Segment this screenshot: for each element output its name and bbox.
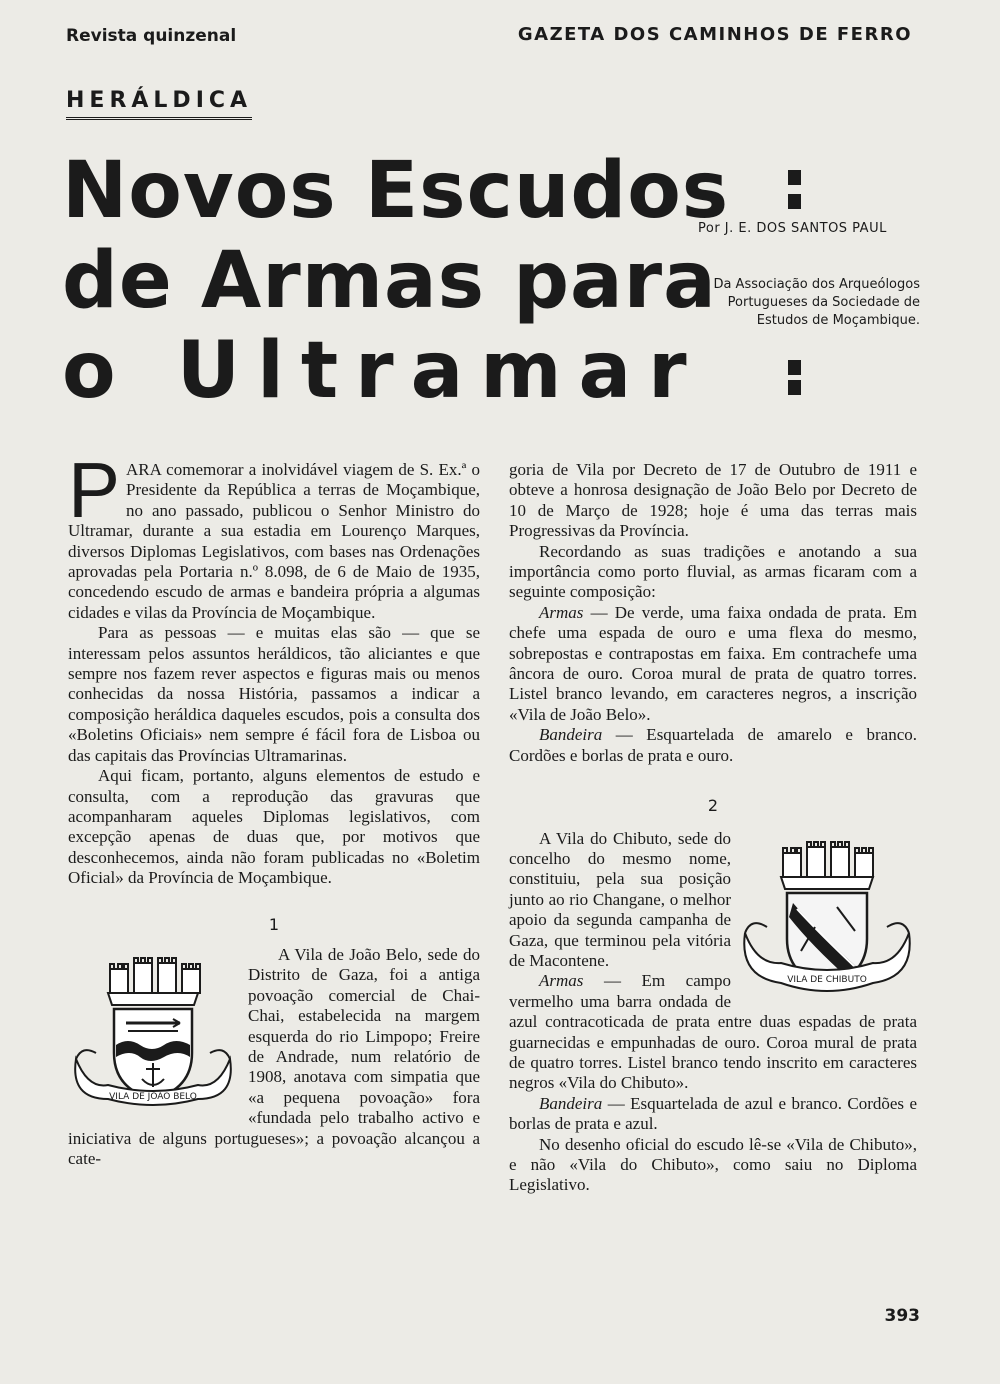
section-number-1: 1	[268, 914, 280, 934]
arms-text: — Em campo vermelho uma barra ondada de azul contracoticada de prata entre duas espadas de prata guarnecidas e empunhadas de ouro. Coroa mural de prata de quatro torres. Listel branco tendo inscrito em caracteres negros «Vila do Chibuto».	[509, 971, 917, 1093]
crest-motto: VILA DE CHIBUTO	[787, 974, 867, 985]
section-1-flag	[509, 725, 917, 766]
crest-motto: VILA DE JOÃO BELO	[109, 1091, 197, 1102]
arms-label: Armas	[539, 602, 584, 622]
intro-paragraph-1	[68, 446, 480, 623]
flag-label: Bandeira	[539, 725, 603, 745]
section-2-flag	[509, 1094, 917, 1135]
affiliation-line: Portugueses da Sociedade de	[727, 295, 920, 310]
coat-of-arms-joao-belo-icon	[68, 949, 238, 1111]
section-2-note: No desenho oficial do escudo lê-se «Vila de Chibuto», e não «Vila do Chibuto», como saiu no Diploma Legislativo.	[509, 1134, 917, 1195]
title-decoration-square	[788, 380, 801, 395]
affiliation-line: Da Associação dos Arqueólogos	[713, 277, 920, 292]
running-header-left: Revista quinzenal	[66, 26, 237, 46]
title-decoration-square	[788, 170, 801, 185]
affiliation-line: Estudos de Moçambique.	[756, 313, 920, 328]
section-1-paragraph-1: A Vila de João Belo, sede do Distrito de Gaza, foi a antiga povoação comercial de Chai-Chai, estabelecida na margem esquerda do rio Limpopo; Freire de Andrade, num relatório de 1908, anotava com simpatia que «a pequena povoação» fora «fundada pelo trabalho activo e iniciativa de alguns portugueses»; a povoação alcançou a cate-	[68, 944, 480, 1168]
article-column-right	[509, 460, 917, 1196]
section-1-paragraph-2: Recordando as suas tradições e anotando a sua importância como porto fluvial, as armas ficaram com a seguinte composição:	[509, 541, 917, 602]
arms-text: — De verde, uma faixa ondada de prata. Em chefe uma espada de ouro e uma flexa do mesmo, sobrepostas e contrapostas em faixa. Em contrachefe uma âncora de ouro. Coroa mural de prata de quatro torres. Listel branco levando, em caracteres negros, a inscrição «Vila de João Belo».	[509, 602, 917, 724]
author-affiliation	[698, 276, 920, 330]
title-line-1: Novos Escudos	[62, 146, 730, 236]
article-column-left	[68, 446, 480, 1169]
section-1-body	[68, 945, 480, 1169]
arms-label: Armas	[539, 971, 584, 991]
flag-text: — Esquartelada de amarelo e branco. Cordões e borlas de prata e ouro.	[509, 725, 917, 765]
section-number-2: 2	[707, 796, 719, 816]
section-2-body	[509, 829, 917, 1196]
title-decoration-square	[788, 194, 801, 209]
intro-paragraph-2: Para as pessoas — e muitas elas são — que se interessam pelos assuntos heráldicos, tão aliciantes e que sempre nos fazem rever aspectos e figuras mais ou menos conhecidas da nossa História, passamos a indicar a composição heráldica daqueles escudos, pois a consulta dos «Boletins Oficiais» nem sempre é fácil fora de Lisboa ou das capitais das Províncias Ultramarinas.	[68, 623, 480, 765]
drop-cap: P	[68, 446, 121, 534]
section-1-arms	[509, 603, 917, 725]
coat-of-arms-chibuto-icon	[737, 831, 917, 1001]
article-title	[62, 146, 730, 416]
page-number: 393	[884, 1306, 920, 1326]
flag-label: Bandeira	[539, 1093, 603, 1113]
running-header-right: GAZETA DOS CAMINHOS DE FERRO	[517, 24, 912, 45]
title-line-3: o Ultramar	[62, 326, 704, 416]
intro-paragraph-3: Aqui ficam, portanto, alguns elementos de estudo e consulta, com a reprodução das gravuras que acompanharam aqueles Diplomas legislativos, com excepção apenas de duas que, por motivos que desconhecemos, ainda não foram publicadas no «Boletim Oficial» da Província de Moçambique.	[68, 766, 480, 888]
section-label: HERÁLDICA	[66, 88, 252, 120]
byline: Por J. E. DOS SANTOS PAUL	[698, 221, 887, 236]
title-line-2: de Armas para	[62, 236, 717, 326]
title-decoration-square	[788, 360, 801, 375]
flag-text: — Esquartelada de azul e branco. Cordões e borlas de prata e azul.	[509, 1093, 917, 1134]
intro-text: ARA comemorar a inolvidável viagem de S. Ex.ª o Presidente da República a terras de Moçambique, no ano passado, publicou o Senhor Ministro do Ultramar, durante a sua estadia em Lourenço Marques, diversos Diplomas Legislativos, com bases nas Ordenações aprovadas pela Portaria n.º 8.098, de 6 de Maio de 1935, concedendo escudo de armas e bandeira própria a algumas cidades e vilas da Província de Moçambique.	[68, 460, 480, 622]
section-2-paragraph-1: A Vila do Chibuto, sede do concelho do mesmo nome, constituiu, pela sua posição junto ao rio Changane, o melhor apoio da segunda campanha de Gaza, que terminou pela vitória de Macontene.	[509, 828, 731, 970]
section-1-paragraph-1-continued: goria de Vila por Decreto de 17 de Outubro de 1911 e obteve a honrosa designação de João Belo por Decreto de 10 de Março de 1928; hoje é uma das terras mais Progressivas da Província.	[509, 460, 917, 541]
